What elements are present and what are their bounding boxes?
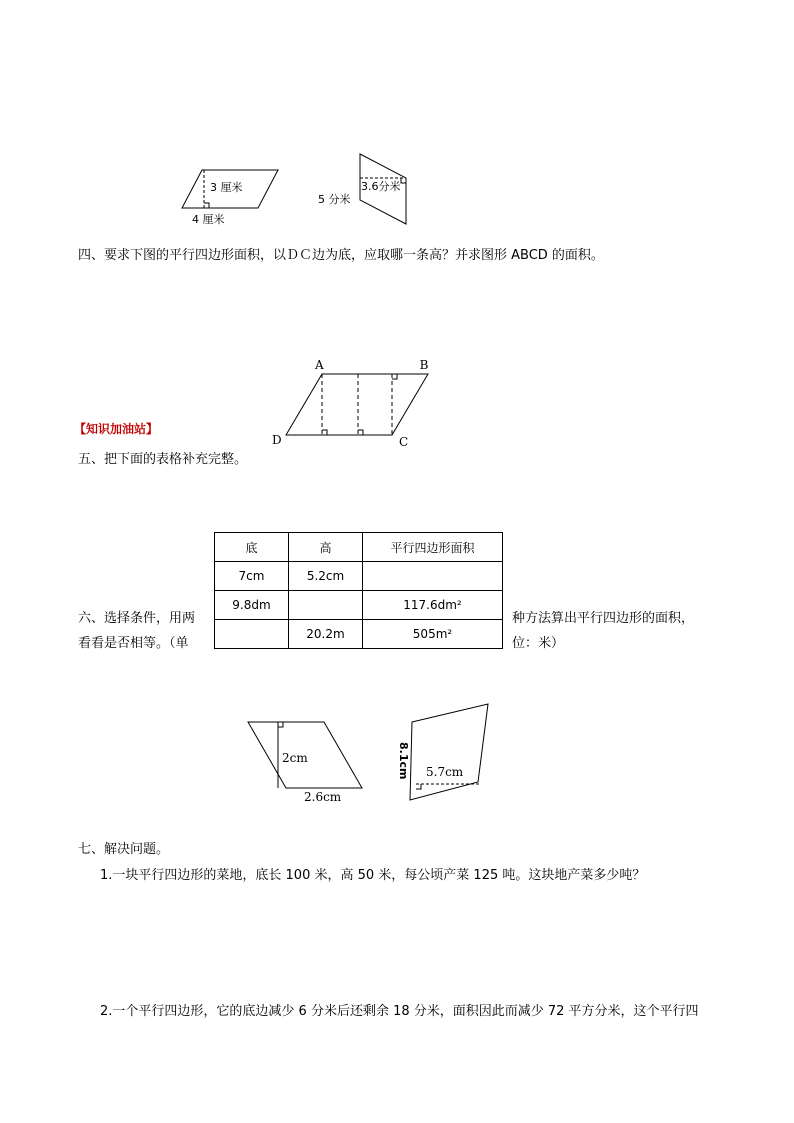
table-cell [289, 591, 363, 620]
figure-parallelogram-4 [244, 718, 366, 804]
vertex-d-label: D [272, 433, 282, 447]
table-header-height: 高 [289, 533, 363, 562]
table-row [215, 620, 503, 649]
parallelogram-5-height-label: 5.7cm [426, 765, 464, 779]
parallelogram-1-height-label: 3 厘米 [210, 181, 243, 194]
knowledge-tip-label: 【知识加油站】 [74, 422, 159, 436]
vertex-b-label: B [419, 358, 429, 372]
parallelogram-4-base-label: 2.6cm [304, 790, 342, 804]
question-7-problem-1: 1.一块平行四边形的菜地，底长 100 米，高 50 米，每公顷产菜 125 吨。这块地产菜多少吨？ [100, 868, 646, 883]
table-row [215, 562, 503, 591]
parallelogram-1-base-label: 4 厘米 [192, 213, 225, 226]
table-cell: 20.2m [289, 620, 363, 649]
table-header-base: 底 [215, 533, 289, 562]
figure-parallelogram-2 [314, 150, 414, 230]
parallelogram-2-height-label: 3.6分米 [361, 180, 401, 193]
figure-parallelogram-1 [176, 164, 286, 230]
vertex-c-label: C [399, 435, 409, 449]
parallelogram-4-height-label: 2cm [282, 751, 308, 765]
table-row [215, 591, 503, 620]
figure-parallelogram-abcd [266, 356, 429, 450]
figure-parallelogram-5 [392, 700, 496, 808]
table-cell: 117.6dm² [363, 591, 503, 620]
parallelogram-5-side-label: 8.1cm [397, 742, 410, 780]
table-cell: 5.2cm [289, 562, 363, 591]
question-7-problem-2: 2.一个平行四边形，它的底边减少 6 分米后还剩余 18 分米，面积因此而减少 72 平方分米，这个平行四 [100, 1004, 699, 1019]
table-cell [215, 620, 289, 649]
question-5: 五、把下面的表格补充完整。 [78, 452, 248, 467]
table-header-row [215, 533, 503, 562]
question-7-title: 七、解决问题。 [78, 842, 170, 857]
parallelogram-5-shape [410, 704, 488, 800]
table-cell [363, 562, 503, 591]
table-cell: 9.8dm [215, 591, 289, 620]
question-6-right-line-2: 位：米） [512, 636, 565, 651]
right-angle-mark [392, 374, 397, 379]
parallelogram-abcd-shape [286, 374, 428, 435]
right-angle-mark [322, 430, 327, 435]
question-6-left-line-2: 看看是否相等。（单 [78, 636, 189, 651]
question-6-left-line-1: 六、选择条件，用两 [78, 611, 196, 626]
right-angle-mark [278, 722, 283, 727]
question-4: 四、要求下图的平行四边形面积，以ＤＣ边为底，应取哪一条高？并求图形 ABCD 的面积。 [78, 248, 604, 263]
right-angle-mark [358, 430, 363, 435]
table-cell: 7cm [215, 562, 289, 591]
right-angle-mark [401, 178, 406, 183]
parallelogram-2-side-label: 5 分米 [318, 193, 351, 206]
parallelogram-table [214, 532, 503, 649]
vertex-a-label: A [315, 358, 324, 372]
table-cell: 505m² [363, 620, 503, 649]
right-angle-mark [204, 203, 209, 208]
table-header-area: 平行四边形面积 [363, 533, 503, 562]
right-angle-mark [416, 784, 421, 789]
question-6-right-line-1: 种方法算出平行四边形的面积， [512, 611, 695, 626]
